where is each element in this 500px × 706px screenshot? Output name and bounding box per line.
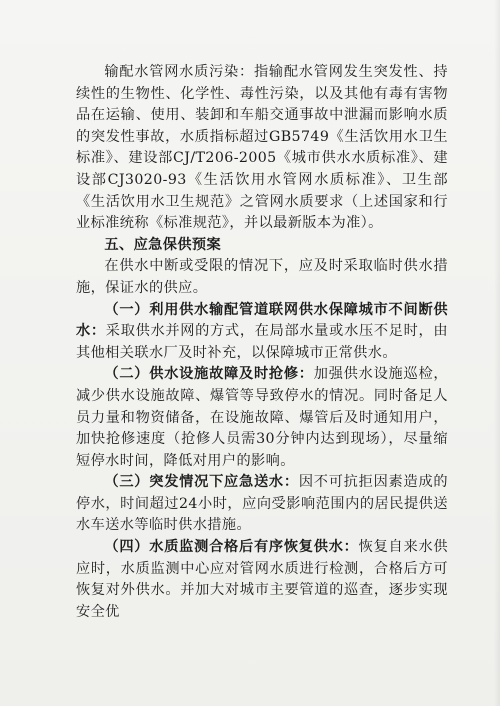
paragraph-water-pollution-definition: 输配水管网水质污染：指输配水管网发生突发性、持续性的生物性、化学性、毒性污染，以及其他有毒有害物品在运输、使用、装卸和车船交通事故中泄漏而影响水质的突发性事故，水质指标超过GB5749《生活饮用水卫生标准》、建设部CJ/T206-2005《城市供水水质标准》、建设部CJ3020-93《生活饮用水管网水质标准》、卫生部《生活饮用水卫生规范》之管网水质要求（上述国家和行业标准统称《标准规范》，并以最新版本为准）。 bbox=[76, 64, 448, 232]
paragraph-item-3 bbox=[76, 472, 448, 537]
item-3-lead: （三）突发情况下应急送水： bbox=[104, 474, 299, 491]
item-1-body: 采取供水并网的方式，在局部水量或水压不足时，由其他相关联水厂及时补充，以保障城市正常供水。 bbox=[76, 323, 448, 361]
item-3-body: 因不可抗拒因素造成的停水，时间超过24小时，应向受影响范围内的居民提供送水车送水等临时供水措施。 bbox=[76, 474, 448, 534]
item-2-body: 加强供水设施巡检，减少供水设施故障、爆管等导致停水的情况。同时备足人员力量和物资储备，在设施故障、爆管后及时通知用户，加快抢修速度（抢修人员需30分钟内达到现场），尽量缩短停水时间，降低对用户的影响。 bbox=[76, 366, 448, 469]
item-2-lead: （二）供水设施故障及时抢修： bbox=[104, 366, 314, 383]
scan-edge-shadow bbox=[494, 0, 500, 706]
item-4-lead: （四）水质监测合格后有序恢复供水： bbox=[104, 539, 359, 556]
item-1-lead: （一）利用供水输配管道联网供水保障城市不间断供水： bbox=[76, 301, 448, 340]
paragraph-temporary-supply-intro: 在供水中断或受限的情况下，应及时采取临时供水措施，保证水的供应。 bbox=[76, 258, 448, 296]
document-body bbox=[76, 62, 448, 623]
paragraph-item-2 bbox=[76, 364, 448, 472]
paragraph-item-4 bbox=[76, 537, 448, 623]
section-heading-emergency-supply: 五、应急保供预案 bbox=[104, 236, 222, 253]
item-4-body: 恢复自来水供应时，水质监测中心应对管网水质进行检测，合格后方可恢复对外供水。并加大对城市主要管道的巡查，逐步实现安全优 bbox=[76, 539, 448, 620]
paragraph-item-1 bbox=[76, 300, 448, 365]
